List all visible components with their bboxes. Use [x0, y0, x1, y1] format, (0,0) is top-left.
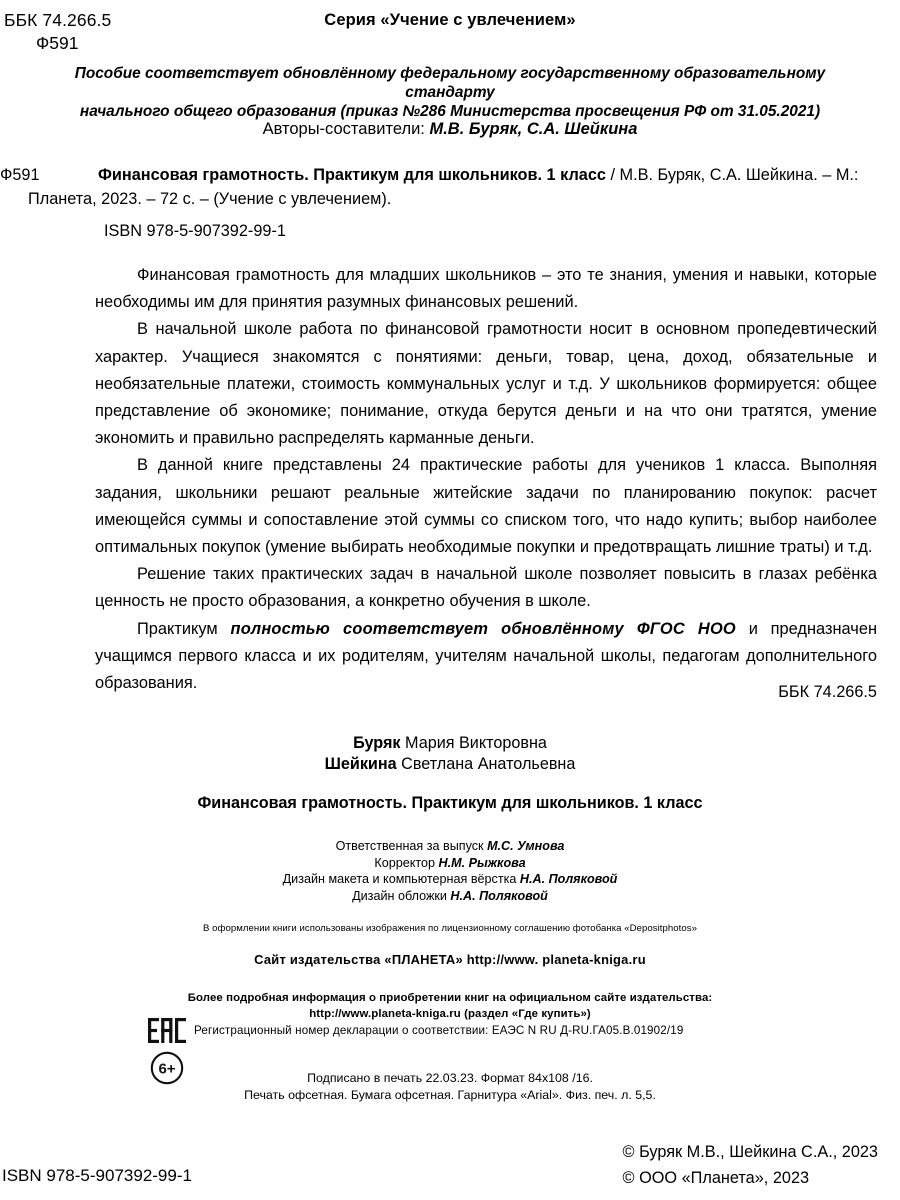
print-run-info: [0, 1070, 900, 1104]
colophon-author-1-given: Мария Викторовна: [400, 734, 547, 752]
publisher-website-line[interactable]: Сайт издательства «ПЛАНЕТА» http://www. planeta-kniga.ru: [254, 952, 646, 968]
purchase-info-line-2[interactable]: http://www.planeta-kniga.ru (раздел «Где купить»): [309, 1008, 591, 1021]
colophon-author-2: [0, 754, 900, 775]
cip-isbn: ISBN 978-5-907392-99-1: [104, 222, 286, 240]
series-title: Серия «Учение с увлечением»: [324, 11, 576, 29]
bbk-code-top: ББК 74.266.5: [4, 10, 112, 30]
catalog-sign-top: Ф591: [36, 33, 79, 53]
p5-lead: Практикум: [137, 619, 231, 638]
compliance-note: [28, 64, 872, 121]
eac-icon: [148, 1018, 186, 1048]
p5-tail: и предназначен учащимся первого класса и их родителям, учителям начальной школы, педагогам дополнительного образования.: [95, 619, 878, 693]
eac-row: [148, 1018, 848, 1048]
page-header: [0, 10, 900, 62]
colophon: [0, 733, 900, 1022]
annotation-body: [95, 262, 877, 697]
authors-compilers-line: [0, 120, 900, 139]
annotation-paragraph-2: В начальной школе работа по финансовой грамотности носит в основном пропедевтический характер. Учащиеся знакомятся с понятиями: деньги, товар, цена, доход, обязательные и необязательные платежи, стоимость коммунальных услуг и т.д. У школьников формируется: общее представление об экономике; понимание, откуда берутся деньги и на что они тратятся, умение экономить и правильно распределять карманные деньги.: [95, 320, 877, 448]
print-info-line-1: Подписано в печать 22.03.23. Формат 84х108 /16.: [307, 1071, 593, 1085]
p5-fgos-emphasis: полностью соответствует обновлённому ФГОС НОО: [230, 619, 736, 638]
credit-role: Корректор: [374, 855, 439, 870]
copyright-publisher: © ООО «Планета», 2023: [622, 1169, 810, 1187]
colophon-book-title: Финансовая грамотность. Практикум для школьников. 1 класс: [197, 794, 703, 812]
compliance-line-1: Пособие соответствует обновлённому федеральному государственному образовательному стандарту: [74, 65, 826, 101]
print-info-line-2: Печать офсетная. Бумага офсетная. Гарнитура «Arial». Физ. печ. л. 5,5.: [244, 1088, 656, 1102]
footer-isbn: ISBN 978-5-907392-99-1: [2, 1166, 192, 1185]
annotation-paragraph-4: Решение таких практических задач в начальной школе позволяет повысить в глазах ребёнка ценность не просто образования, а конкретно обучения в школе.: [95, 565, 877, 611]
authors-names: М.В. Буряк, С.А. Шейкина: [429, 120, 638, 138]
credit-row: [0, 888, 900, 905]
annotation-paragraph-1: Финансовая грамотность для младших школьников – это те знания, умения и навыки, которые необходимы им для принятия разумных финансовых решений.: [95, 266, 877, 312]
cip-title: Финансовая грамотность. Практикум для школьников. 1 класс: [98, 166, 606, 184]
cip-catalog-sign: Ф591: [0, 166, 40, 184]
compliance-line-2: начального общего образования (приказ №286 Министерства просвещения РФ от 31.05.2021): [79, 103, 821, 120]
colophon-author-1-surname: Буряк: [353, 734, 401, 752]
photo-license-note: В оформлении книги использованы изображения по лицензионному соглашению фотобанка «Depositphotos»: [202, 923, 698, 935]
bbk-code-bottom: ББК 74.266.5: [778, 683, 877, 701]
credit-person: Н.А. Поляковой: [519, 872, 618, 887]
credit-row: [0, 855, 900, 872]
credit-role: Дизайн обложки: [352, 888, 451, 903]
colophon-author-2-surname: Шейкина: [324, 755, 397, 773]
credit-person: Н.М. Рыжкова: [438, 855, 526, 870]
svg-text:6+: 6+: [158, 1060, 176, 1078]
credit-role: Ответственная за выпуск: [335, 839, 488, 853]
production-credits: [0, 838, 900, 904]
credit-person: М.С. Умнова: [487, 839, 565, 853]
credit-person: Н.А. Поляковой: [450, 888, 548, 903]
colophon-author-1: [0, 733, 900, 754]
footer-copyright: [623, 1139, 878, 1191]
credit-row: [0, 871, 900, 888]
credit-row: [0, 838, 900, 855]
declaration-number: Регистрационный номер декларации о соответствии: ЕАЭС N RU Д-RU.ГА05.В.01902/19: [194, 1024, 684, 1037]
credit-role: Дизайн макета и компьютерная вёрстка: [282, 872, 520, 887]
authors-label: Авторы-составители:: [262, 120, 425, 138]
purchase-info-line-1: Более подробная информация о приобретении книг на официальном сайте издательства:: [187, 992, 713, 1005]
annotation-paragraph-3: В данной книге представлены 24 практические работы для учеников 1 класса. Выполняя задания, школьники решают реальные житейские задачи по планированию покупок: расчет имеющейся суммы и сопоставление этой суммы со списком того, что надо купить; выбор наиболее оптимальных покупок (умение выбирать необходимые покупки и предотвращать лишние траты) и т.д.: [95, 456, 877, 557]
cip-record: [0, 163, 894, 211]
copyright-authors: © Буряк М.В., Шейкина С.А., 2023: [622, 1143, 878, 1161]
colophon-author-2-given: Светлана Анатольевна: [396, 755, 576, 773]
cip-imprint: / М.В. Буряк, С.А. Шейкина. – М.: Планета, 2023. – 72 с. – (Учение с увлечением).: [28, 166, 859, 208]
